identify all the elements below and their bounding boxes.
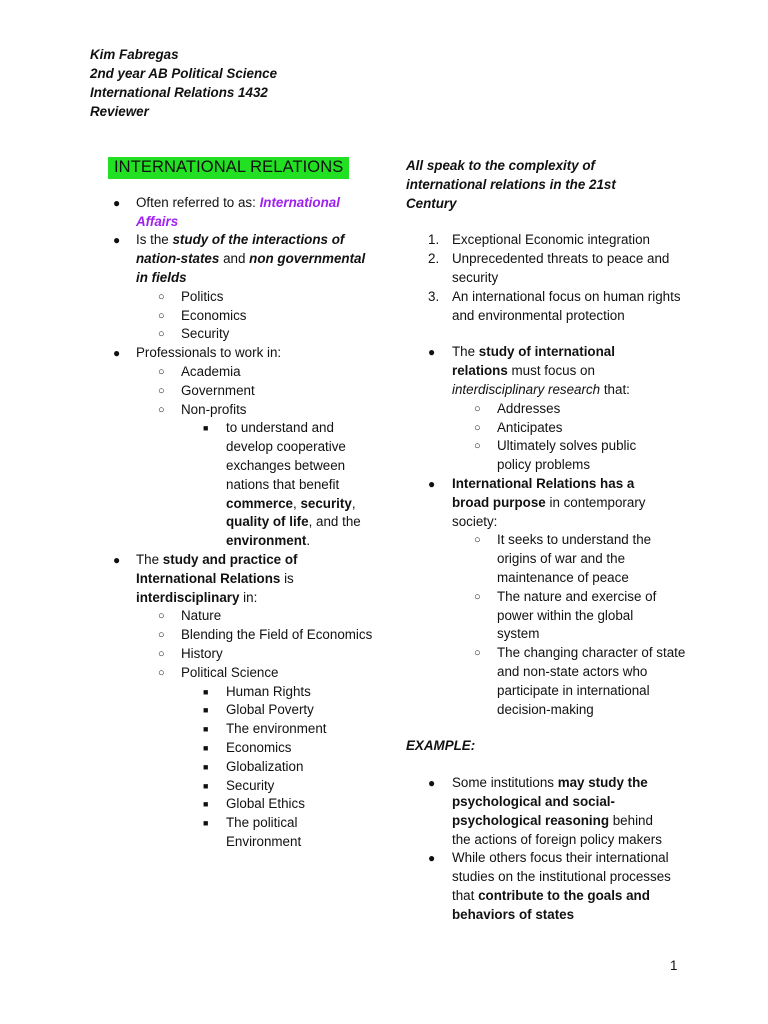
intro-text: All speak to the complexity of international relations in the 21st Century: [406, 158, 616, 211]
circle-bullet-icon: ○: [158, 610, 165, 623]
spacer: [406, 325, 696, 343]
list-item: ■ The political Environment: [203, 815, 302, 849]
list-item: ○ Non-profits: [108, 401, 378, 420]
list-item: ■ Security: [108, 777, 378, 796]
bullet-icon: ●: [428, 345, 436, 360]
list-item: ○ Ultimately solves public policy problems: [474, 438, 637, 473]
circle-bullet-icon: ○: [158, 328, 165, 341]
author-name: Kim Fabregas: [90, 47, 179, 62]
list-item: ■ Human Rights: [108, 683, 378, 702]
list-item: ○ Addresses: [406, 400, 657, 419]
circle-bullet-icon: ○: [158, 647, 165, 660]
numbered-item: 3. An international focus on human rights and environmental protection: [428, 288, 681, 323]
bullet-icon: ●: [428, 776, 436, 791]
square-bullet-icon: ■: [203, 705, 209, 716]
list-item: ○ Blending the Field of Economics: [108, 626, 378, 645]
list-item: ○ Government: [108, 382, 378, 401]
spacer: [406, 756, 696, 774]
list-item: ● The study of international relations must focus on interdisciplinary research that:: [428, 344, 630, 397]
square-bullet-icon: ■: [203, 686, 209, 697]
list-item: ■ Global Poverty: [108, 701, 378, 720]
square-bullet-icon: ■: [203, 780, 209, 791]
circle-bullet-icon: ○: [158, 629, 165, 642]
highlighted-term: International Affairs: [136, 194, 340, 229]
list-item: ○ Politics: [108, 288, 378, 307]
page-number: 1: [670, 958, 678, 973]
bullet-icon: ●: [428, 851, 436, 866]
list-item: ○ Nature: [108, 607, 378, 626]
list-item: ● Professionals to work in:: [108, 344, 378, 363]
example-label: EXAMPLE:: [406, 738, 476, 754]
bullet-icon: ●: [113, 552, 121, 567]
course-name: International Relations 1432: [90, 85, 268, 100]
circle-bullet-icon: ○: [158, 365, 165, 378]
circle-bullet-icon: ○: [474, 647, 481, 660]
section-title: INTERNATIONAL RELATIONS: [108, 157, 349, 179]
list-item: ○ It seeks to understand the origins of war and the maintenance of peace: [474, 532, 652, 585]
list-item: ○ Political Science: [108, 664, 378, 683]
square-bullet-icon: ■: [203, 423, 209, 434]
square-bullet-icon: ■: [203, 742, 209, 753]
spacer: [406, 719, 696, 737]
circle-bullet-icon: ○: [158, 666, 165, 679]
list-item: ■ Global Ethics: [108, 795, 378, 814]
circle-bullet-icon: ○: [474, 402, 481, 415]
circle-bullet-icon: ○: [158, 309, 165, 322]
bullet-icon: ●: [113, 346, 121, 361]
square-bullet-icon: ■: [203, 724, 209, 735]
list-item: ■ The environment: [108, 720, 378, 739]
square-bullet-icon: ■: [203, 799, 209, 810]
list-item: ■ to understand and develop cooperative exchanges between nations that benefit commerce, security, quality of life, and the environment.: [203, 420, 361, 549]
numbered-item: 2. Unprecedented threats to peace and security: [428, 251, 670, 285]
spacer: [406, 213, 696, 231]
bullet-icon: ●: [113, 233, 121, 248]
author-year: 2nd year AB Political Science: [90, 66, 278, 81]
list-item: ○ Security: [108, 325, 378, 344]
list-item: ○ The changing character of state and non-state actors who participate in international decision-making: [474, 645, 686, 717]
list-item: ● Some institutions may study the psychological and social-psychological reasoning behind the actions of foreign policy makers: [428, 775, 662, 847]
document-header: [90, 45, 277, 121]
square-bullet-icon: ■: [203, 818, 209, 829]
list-item: ■ Economics: [108, 739, 378, 758]
circle-bullet-icon: ○: [158, 384, 165, 397]
list-item: ● International Relations has a broad purpose in contemporary society:: [428, 475, 646, 529]
list-item: ○ The nature and exercise of power within the global system: [474, 588, 657, 642]
list-item: ● The study and practice of International Relations is interdisciplinary in:: [113, 551, 298, 605]
list-item: ○ Economics: [108, 307, 378, 326]
square-bullet-icon: ■: [203, 761, 209, 772]
right-column: [406, 157, 696, 924]
numbered-item: 1. Exceptional Economic integration: [428, 232, 650, 248]
list-item: ● While others focus their international studies on the institutional processes that contribute to the goals and behaviors of states: [428, 850, 671, 922]
circle-bullet-icon: ○: [474, 534, 481, 547]
list-item: ○ History: [108, 645, 378, 664]
list-item: ■ Globalization: [108, 758, 378, 777]
left-column: [108, 157, 378, 852]
list-item: ● Often referred to as: International Affairs: [113, 194, 340, 229]
circle-bullet-icon: ○: [158, 290, 165, 303]
bullet-icon: ●: [113, 195, 121, 210]
list-item: ● Is the study of the interactions of nation-states and non governmental in fields: [113, 232, 366, 285]
document-type: Reviewer: [90, 104, 149, 119]
circle-bullet-icon: ○: [158, 403, 165, 416]
circle-bullet-icon: ○: [474, 590, 481, 603]
list-item: ○ Academia: [108, 363, 378, 382]
bullet-icon: ●: [428, 476, 436, 491]
list-item: ○ Anticipates: [406, 419, 657, 438]
circle-bullet-icon: ○: [474, 440, 481, 453]
circle-bullet-icon: ○: [474, 421, 481, 434]
